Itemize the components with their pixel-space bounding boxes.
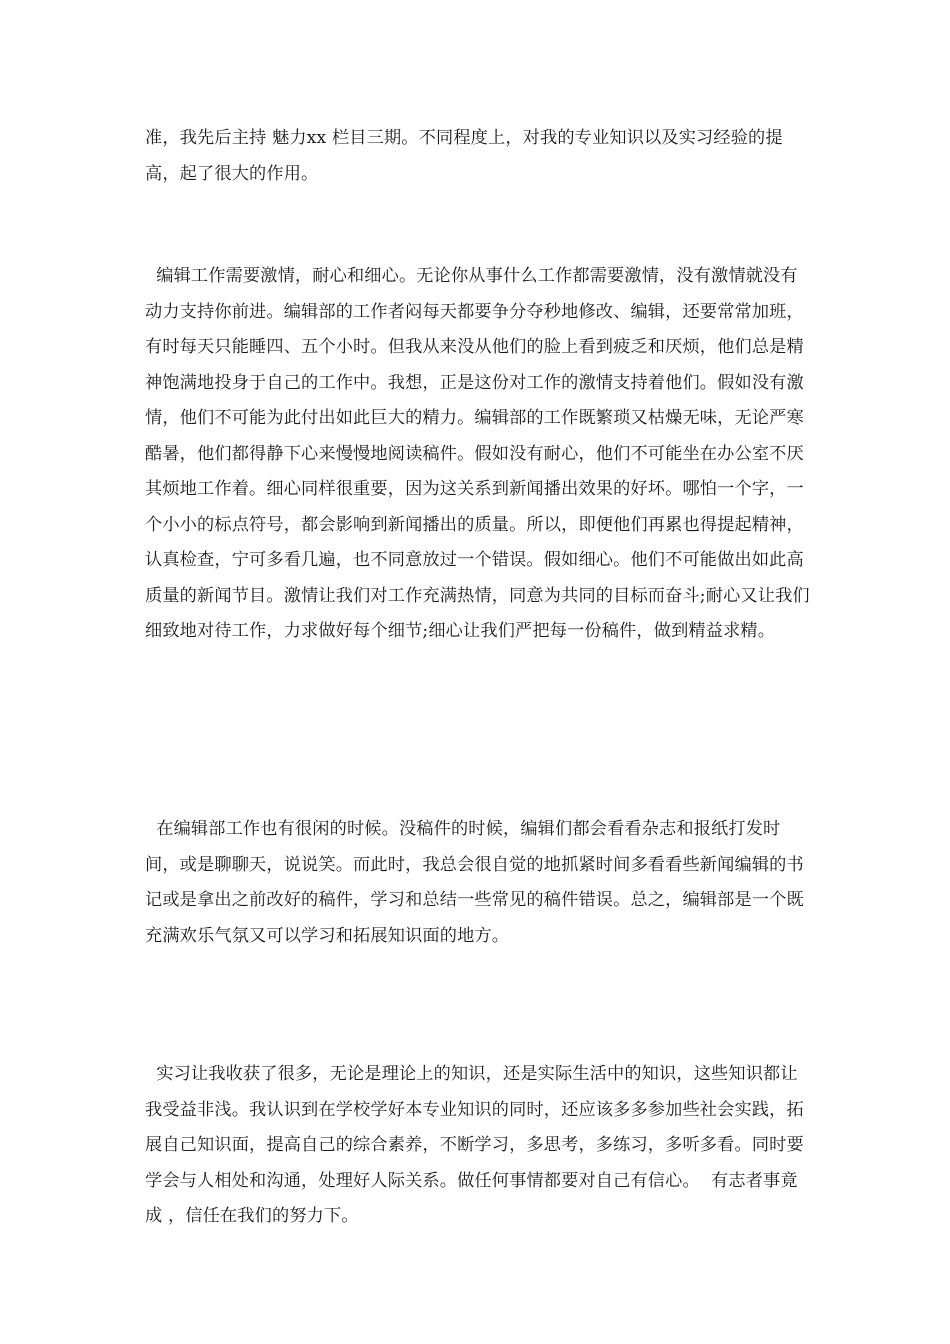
- paragraph-3: 在编辑部工作也有很闲的时候。没稿件的时候，编辑们都会看看杂志和报纸打发时间，或是聊聊天，说说笑。而此时，我总会很自觉的地抓紧时间多看看些新闻编辑的书记或是拿出之前改好的稿件，学习和总结一些常见的稿件错误。总之，编辑部是一个既充满欢乐气氛又可以学习和拓展知识面的地方。: [145, 819, 804, 946]
- paragraph-1: 准，我先后主持 魅力xx 栏目三期。不同程度上，对我的专业知识以及实习经验的提高，起了很大的作用。: [145, 128, 783, 184]
- paragraph-4: 实习让我收获了很多，无论是理论上的知识，还是实际生活中的知识，这些知识都让我受益非浅。我认识到在学校学好本专业知识的同时，还应该多多参加些社会实践，拓展自己知识面，提高自己的综合素养，不断学习，多思考，多练习，多听多看。同时要学会与人相处和沟通，处理好人际关系。做任何事情都要对自己有信心。 有志者事竟成 ，信任在我们的努力下。: [145, 1064, 804, 1226]
- paragraph-2: 编辑工作需要激情，耐心和细心。无论你从事什么工作都需要激情，没有激情就没有动力支持你前进。编辑部的工作者闷每天都要争分夺秒地修改、编辑，还要常常加班，有时每天只能睡四、五个小时。但我从来没从他们的脸上看到疲乏和厌烦，他们总是精神饱满地投身于自己的工作中。我想，正是这份对工作的激情支持着他们。假如没有激情，他们不可能为此付出如此巨大的精力。编辑部的工作既繁琐又枯燥无味，无论严寒酷暑，他们都得静下心来慢慢地阅读稿件。假如没有耐心，他们不可能坐在办公室不厌其烦地工作着。细心同样很重要，因为这关系到新闻播出效果的好坏。哪怕一个字，一个小小的标点符号，都会影响到新闻播出的质量。所以，即便他们再累也得提起精神，认真检查，宁可多看几遍，也不同意放过一个错误。假如细心。他们不可能做出如此高质量的新闻节目。激情让我们对工作充满热情，同意为共同的目标而奋斗;耐心又让我们细致地对待工作，力求做好每个细节;细心让我们严把每一份稿件，做到精益求精。: [145, 266, 810, 641]
